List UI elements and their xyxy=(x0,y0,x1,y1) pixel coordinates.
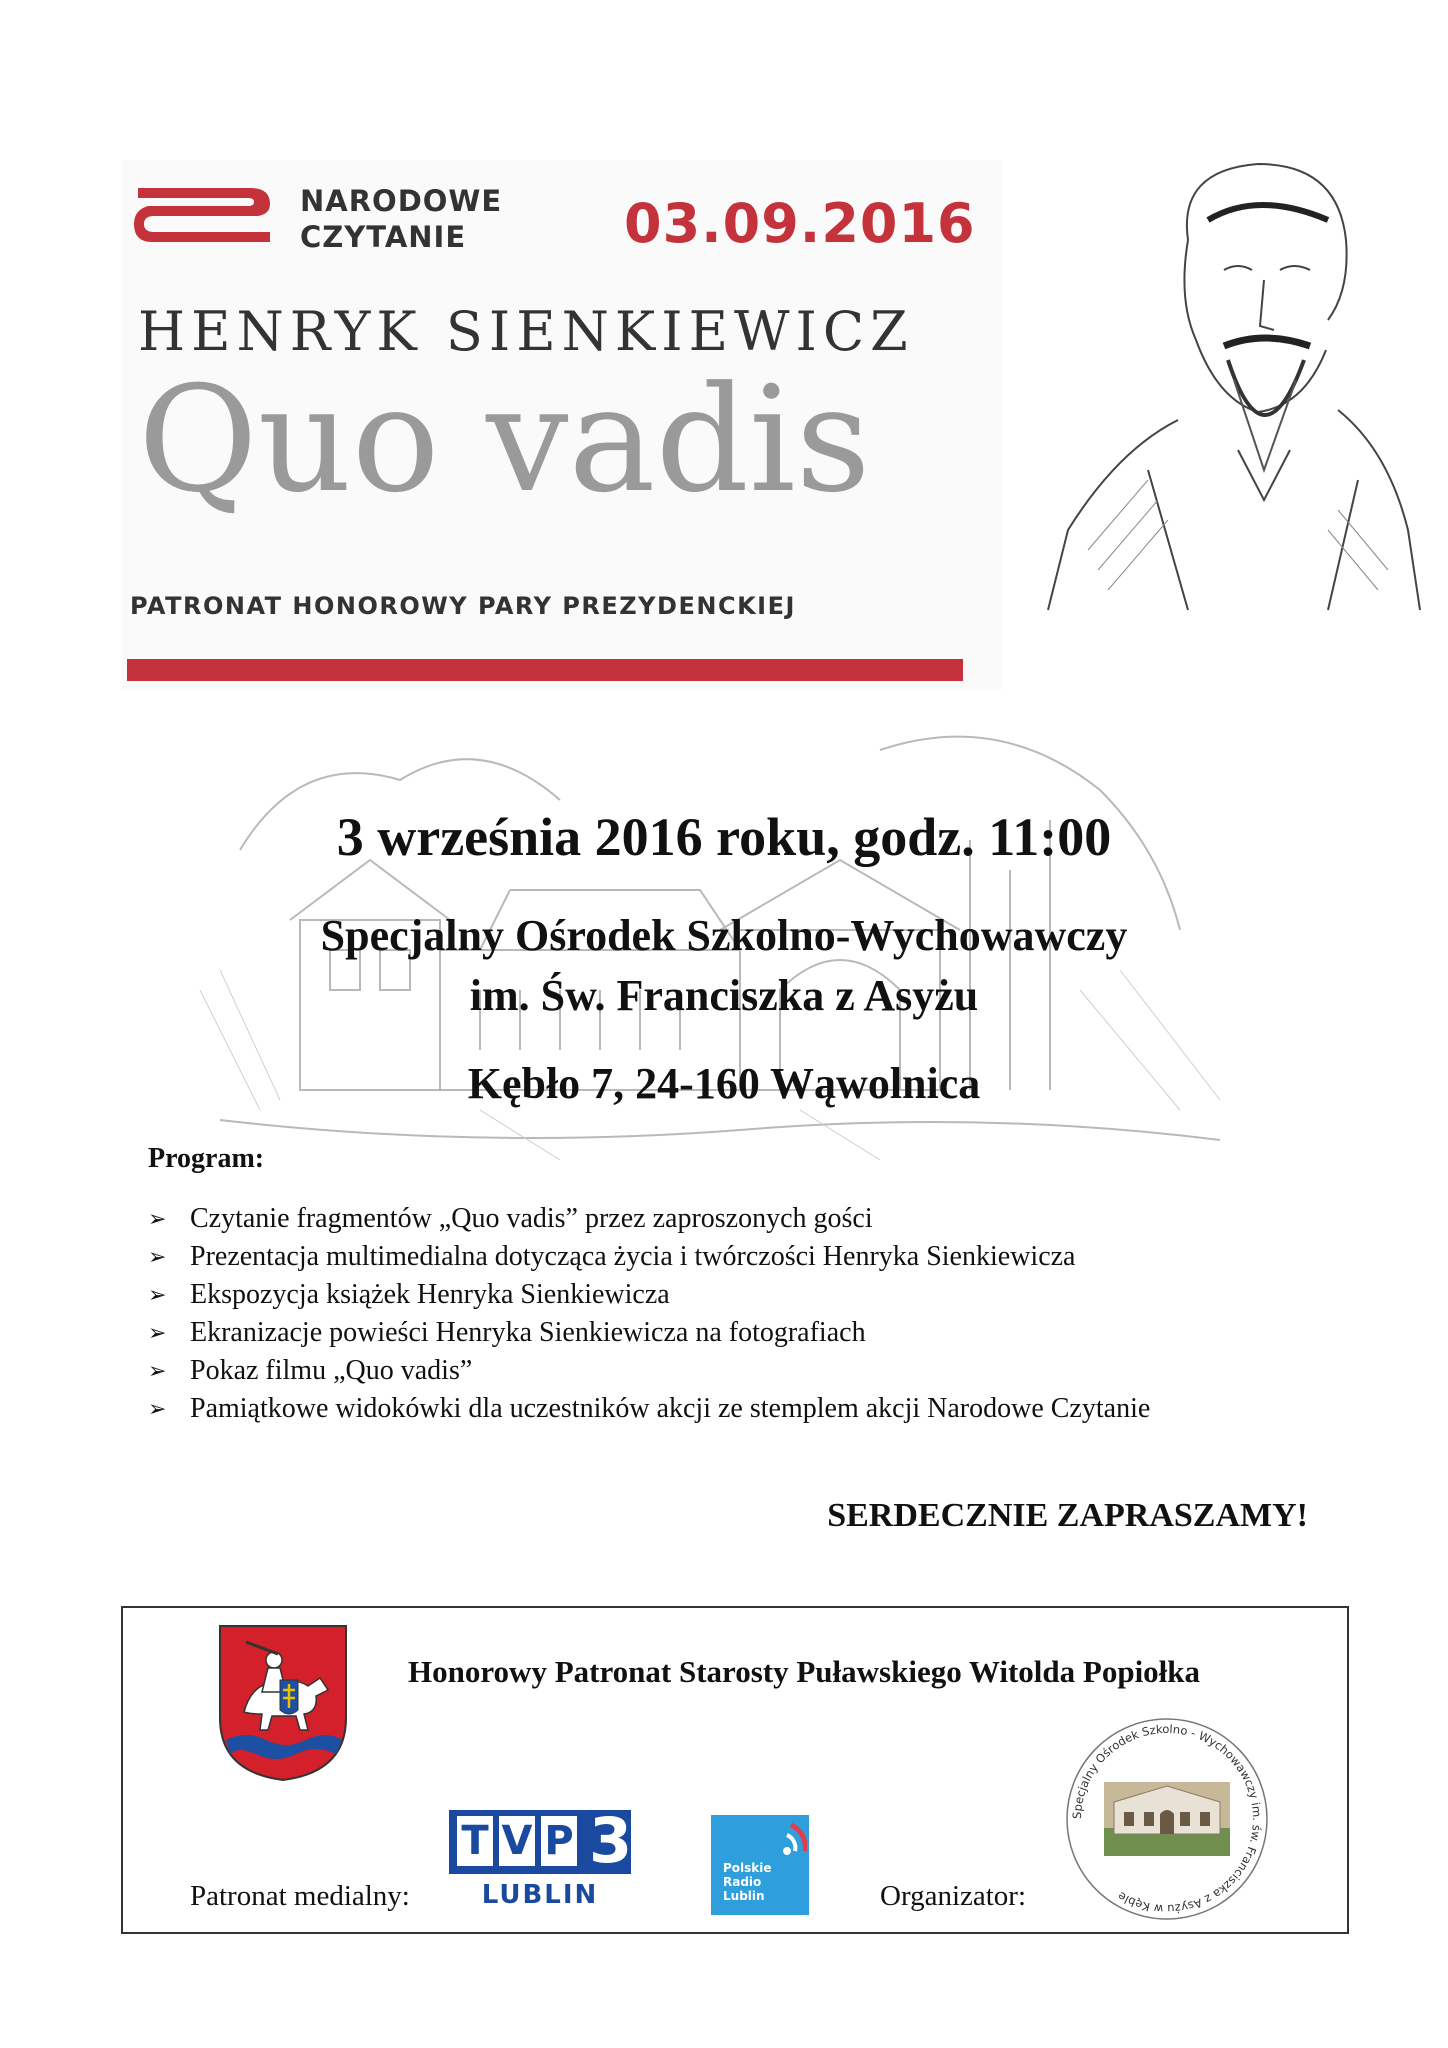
book-title: Quo vadis xyxy=(138,355,871,525)
seal-text: Specjalny Ośrodek Szkolno - Wychowawczy im. św. Franciszka z Asyżu w Kęble xyxy=(1069,1721,1265,1917)
radio-name-line2: Radio xyxy=(723,1875,762,1889)
program-item xyxy=(148,1238,1150,1276)
organizer-label: Organizator: xyxy=(880,1880,1027,1912)
arrow-bullet-icon: ➢ xyxy=(148,1396,167,1422)
radio-name-line3: Lublin xyxy=(723,1889,765,1903)
program-list xyxy=(148,1200,1150,1428)
media-patronage-label: Patronat medialny: xyxy=(190,1880,410,1912)
organizer-school-seal xyxy=(1064,1716,1270,1922)
polskie-radio-lublin-logo xyxy=(711,1815,809,1915)
radio-waves-icon xyxy=(751,1821,807,1861)
presidential-patronage: PATRONAT HONOROWY PARY PREZYDENCKIEJ xyxy=(130,592,796,620)
venue-patron: im. Św. Franciszka z Asyżu xyxy=(469,971,979,1020)
logo-text-line2: CZYTANIE xyxy=(300,220,467,254)
pulawy-coat-of-arms xyxy=(216,1622,350,1784)
program-item-text: Ekranizacje powieści Henryka Sienkiewicza na fotografiach xyxy=(190,1317,866,1348)
tvp3-subtitle: LUBLIN xyxy=(481,1880,599,1910)
program-item xyxy=(148,1276,1150,1314)
arrow-bullet-icon: ➢ xyxy=(148,1320,167,1346)
event-date-time: 3 września 2016 roku, godz. 11:00 xyxy=(336,807,1112,867)
sienkiewicz-portrait xyxy=(1028,150,1428,620)
program-item xyxy=(148,1314,1150,1352)
program-item-text: Pamiątkowe widokówki dla uczestników akcji ze stemplem akcji Narodowe Czytanie xyxy=(190,1393,1151,1424)
arrow-bullet-icon: ➢ xyxy=(148,1358,167,1384)
tvp-letter-v: V xyxy=(499,1816,535,1866)
program-item-text: Pokaz filmu „Quo vadis” xyxy=(190,1355,473,1386)
venue-name: Specjalny Ośrodek Szkolno-Wychowawczy xyxy=(320,911,1128,960)
red-divider xyxy=(127,659,963,681)
tvp-letter-t: T xyxy=(457,1816,493,1866)
invitation-text: SERDECZNIE ZAPRASZAMY! xyxy=(827,1497,1308,1534)
logo-text-line1: NARODOWE xyxy=(300,184,503,218)
tvp-letter-p: P xyxy=(541,1816,577,1866)
arrow-bullet-icon: ➢ xyxy=(148,1282,167,1308)
radio-name xyxy=(723,1861,772,1903)
program-item-text: Ekspozycja książek Henryka Sienkiewicza xyxy=(190,1279,670,1310)
radio-name-line1: Polskie xyxy=(723,1861,772,1875)
narodowe-czytanie-book-logo xyxy=(130,182,276,248)
tvp3-logo xyxy=(449,1804,633,1877)
logo-text xyxy=(300,183,502,255)
venue-address: Kębło 7, 24-160 Wąwolnica xyxy=(467,1059,981,1108)
program-heading: Program: xyxy=(148,1143,265,1174)
program-item xyxy=(148,1200,1150,1238)
arrow-bullet-icon: ➢ xyxy=(148,1244,167,1270)
program-item-text: Prezentacja multimedialna dotycząca życia i twórczości Henryka Sienkiewicza xyxy=(190,1241,1076,1272)
tvp-number: 3 xyxy=(589,1804,633,1877)
arrow-bullet-icon: ➢ xyxy=(148,1206,167,1232)
program-item xyxy=(148,1352,1150,1390)
author-name: HENRYK SIENKIEWICZ xyxy=(138,300,914,363)
program-item xyxy=(148,1390,1150,1428)
event-date-badge: 03.09.2016 xyxy=(624,192,976,255)
program-item-text: Czytanie fragmentów „Quo vadis” przez zaproszonych gości xyxy=(190,1203,873,1234)
starosta-patronage: Honorowy Patronat Starosty Puławskiego Witolda Popiołka xyxy=(408,1654,1201,1689)
